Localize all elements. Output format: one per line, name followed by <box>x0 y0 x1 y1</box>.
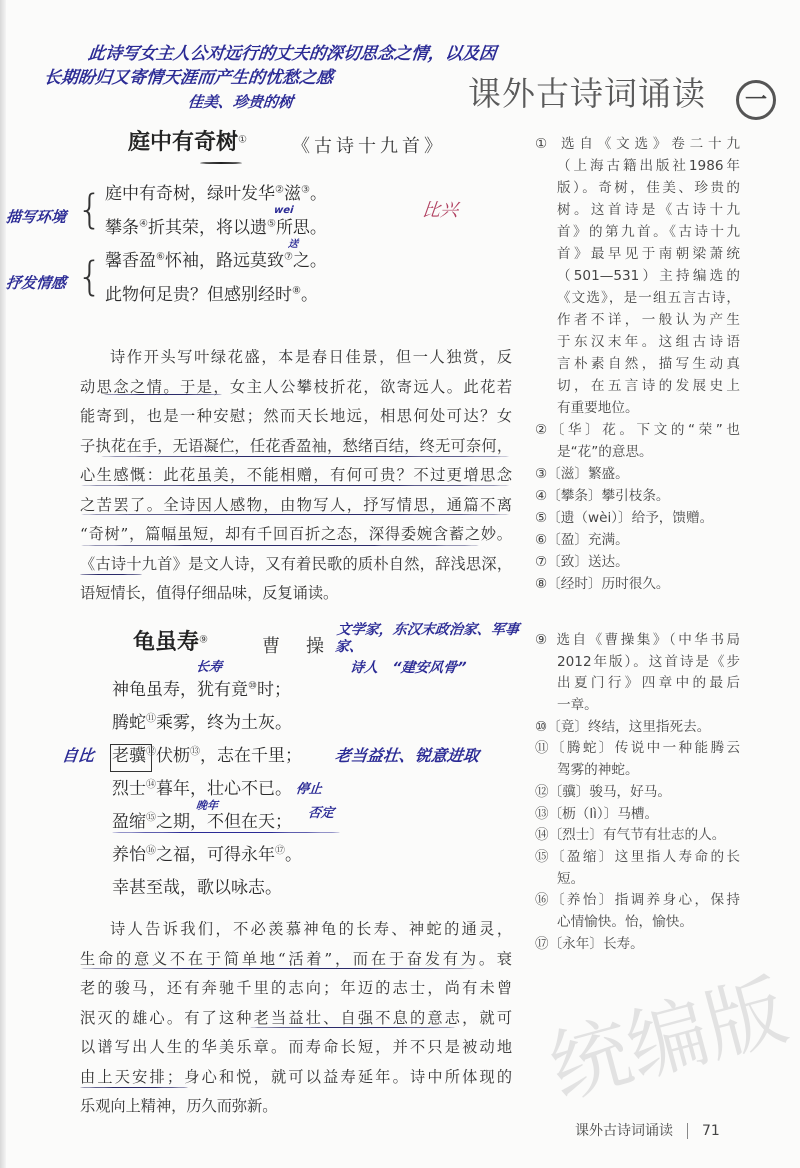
footnote-line: 切，在五言诗的发展史上 <box>557 378 740 394</box>
annotation-author-2: 诗人 “建安风骨” <box>349 660 467 676</box>
footnote-line: 于东汉末年。这组古诗语 <box>557 334 740 350</box>
footnote-ref: ⑫ <box>146 746 156 758</box>
footnote-ref: ⑬ <box>190 746 200 758</box>
footnote-line: ②〔华〕花。下文的“荣”也 <box>535 422 740 438</box>
poem-line <box>112 713 292 733</box>
annotation-tingzhi: 停止 <box>295 782 323 797</box>
poem-text: 所思。 <box>275 217 327 238</box>
commentary-line: “奇树”，篇幅虽短，却有千回百折之态，深得委婉含蓄之妙。 <box>80 525 512 543</box>
poem-text: 庭中有奇树，绿叶发华 <box>105 184 275 204</box>
footnote-line: 2012年版）。这首诗是《步 <box>557 653 740 670</box>
handwritten-underline <box>250 1027 455 1028</box>
poem-line <box>105 184 327 204</box>
poem1-note-ref: ① <box>238 134 247 146</box>
poem-text: 神龟虽寿，犹有竟 <box>112 680 248 700</box>
footnote <box>535 630 740 717</box>
poem-text: 乘雾，终为土灰。 <box>156 713 292 733</box>
annotation-laodang: 老当益壮、锐意进取 <box>334 746 481 765</box>
footnote-line: ⑭〔烈士〕有气节有壮志的人。 <box>535 827 726 844</box>
commentary-line: 泯灭的雄心。有了这种老当益壮、自强不息的意志，就可 <box>80 1008 512 1027</box>
footnote-ref: ③ <box>300 184 310 196</box>
commentary-line: 乐观向上精神，历久而弥新。 <box>80 1097 278 1115</box>
poem-text: 伏枥 <box>156 746 190 766</box>
commentary-line: 诗作开头写叶绿花盛，本是春日佳景，但一人独赏，反 <box>110 348 512 366</box>
annotation-wannian: 晚年 <box>195 799 219 812</box>
poem-text: 此物何足贵？但感别经时 <box>105 284 292 305</box>
commentary-line: 子执花在手，无语凝伫，任花香盈袖，愁绪百结，终无可奈何， <box>80 436 512 455</box>
footnote <box>535 529 740 551</box>
footnote <box>535 782 740 804</box>
footnote-ref: ⑭ <box>146 779 156 791</box>
annotation-describe-env: 描写环境 <box>5 208 67 226</box>
handwritten-underline <box>80 574 142 575</box>
footnote-line: 首》的第九首。《古诗十九 <box>557 224 740 240</box>
footnote-line: 心情愉快。怡，愉快。 <box>557 913 693 930</box>
footnote-line: 树。这首诗是《古诗十九 <box>557 202 740 218</box>
poem-text: ，志在千里； <box>200 746 302 766</box>
footnote <box>535 133 740 419</box>
handwritten-underline <box>80 1087 188 1088</box>
footnote-line: 是“花”的意思。 <box>557 444 653 460</box>
commentary-line: 《古诗十九首》是文人诗，又有着民歌的质朴自然，辞浅思深， <box>80 554 512 573</box>
poem2-title: 龟虽寿 <box>133 630 200 655</box>
poem-text: 烈士 <box>112 779 146 799</box>
footnote <box>535 573 740 595</box>
footnote-ref: ⑥ <box>156 251 165 263</box>
footnote-line: 言朴素自然，描写生动真 <box>557 356 740 372</box>
poem-text: 暮年，壮心不已。 <box>156 779 292 799</box>
handwritten-underline <box>80 514 510 515</box>
annotation-song: 送 <box>287 238 299 250</box>
footnote-line: ④〔攀条〕攀引枝条。 <box>535 488 670 504</box>
footnote-line: 一章。 <box>557 697 598 714</box>
poem-text: 。 <box>300 284 318 305</box>
footnote-line: （501—531）主持编选的 <box>557 268 740 284</box>
footnote <box>535 890 740 933</box>
footnote-line: 短。 <box>557 870 585 887</box>
brace: { <box>77 254 103 300</box>
commentary-line: 老的骏马，还有奔驰千里的志向；年迈的志士，尚有未曾 <box>80 979 512 997</box>
handwritten-underline <box>80 968 475 969</box>
footnote <box>535 717 740 739</box>
footer-divider <box>687 1123 688 1139</box>
footnote-ref: ⑪ <box>146 713 156 725</box>
poem2-commentary <box>80 915 512 1122</box>
footnote-line: ⑮〔盈缩〕这里指人寿命的长 <box>535 848 740 865</box>
annotation-summary-2: 长期盼归又寄情天涯而产生的忧愁之感 <box>42 68 335 88</box>
footnote-ref: ⑧ <box>292 284 301 296</box>
handwritten-underline <box>104 394 222 395</box>
poem1-title: 庭中有奇树 <box>128 130 239 155</box>
footnote <box>535 463 740 485</box>
running-title: 课外古诗词诵读 <box>575 1123 673 1139</box>
poem-text: 老骥 <box>112 746 146 766</box>
poem-line <box>105 285 318 305</box>
poem1-commentary <box>80 343 512 609</box>
page-edge-shadow <box>0 0 6 1168</box>
handwritten-underline <box>200 162 242 164</box>
footnote <box>535 738 740 781</box>
poem-line <box>112 680 291 700</box>
annotation-qishu: 佳美、珍贵的树 <box>187 93 294 111</box>
footnote-ref: ② <box>275 184 284 196</box>
poem-text: 。 <box>285 845 302 865</box>
poem-text: 之期，不但在天； <box>156 812 292 832</box>
commentary-line: 能寄到，也是一种安慰；然而天长地远，相思何处可达？女 <box>80 407 512 425</box>
footnote-line: ⑯〔养怡〕指调养身心，保持 <box>535 892 740 909</box>
footnote-ref: ⑮ <box>146 812 156 824</box>
footnote-line: ⑥〔盈〕充满。 <box>535 532 629 548</box>
footnote-ref: ⑯ <box>146 845 156 857</box>
annotation-fouding: 否定 <box>307 806 335 821</box>
footnote <box>535 507 740 529</box>
poem-text: 幸甚至哉，歌以咏志。 <box>112 878 282 898</box>
commentary-line: 之苦罢了。全诗因人感物，由物写人，抒写情思，通篇不离 <box>80 495 512 514</box>
poem1-footnotes <box>535 133 740 595</box>
footnote-line: ① 选自《文选》卷二十九 <box>535 136 740 152</box>
footnote-ref: ④ <box>139 217 148 229</box>
footnote-line: 出夏门行》四章中的最后 <box>557 675 740 692</box>
poem-text: 盈缩 <box>112 812 146 832</box>
commentary-line: 动思念之情。于是，女主人公攀枝折花，欲寄远人。此花若 <box>80 377 512 396</box>
commentary-line: 诗人告诉我们，不必羡慕神龟的长寿、神蛇的通灵， <box>110 920 512 938</box>
poem-text: 腾蛇 <box>112 713 146 733</box>
poem2-title-block <box>133 630 208 657</box>
poem-text: 时； <box>256 680 291 700</box>
footnote <box>535 825 740 847</box>
page-number: 71 <box>702 1123 720 1139</box>
poem-text: 滋 <box>283 184 301 204</box>
poem-text: 之福，可得永年 <box>156 845 275 865</box>
annotation-wei: wei <box>273 205 295 216</box>
footnote-line: ⑦〔致〕送达。 <box>535 554 629 570</box>
poem-text: 折其荣，将以遗 <box>147 217 267 238</box>
footnote <box>535 804 740 826</box>
annotation-express-emotion: 抒发情感 <box>5 274 67 292</box>
watermark: 统编版 <box>540 963 796 1116</box>
poem-line <box>112 845 302 865</box>
footnote-line: ⑬〔枥（lì）〕马槽。 <box>535 805 659 822</box>
footnote-line: ⑨ 选自《曹操集》（中华书局 <box>535 632 740 648</box>
footnote-line: （上海古籍出版社1986年 <box>557 158 740 174</box>
footnote-ref: ⑰ <box>275 845 285 857</box>
brace: { <box>77 187 103 233</box>
footnote-line: ⑪〔腾蛇〕传说中一种能腾云 <box>535 740 740 757</box>
footnote-line: ⑤〔遗（wèi）〕给予，馈赠。 <box>535 510 714 526</box>
handwritten-underline <box>80 545 480 546</box>
poem2-author: 曹 操 <box>262 636 328 657</box>
poem-line <box>105 251 327 271</box>
poem2-note-ref: ⑨ <box>199 634 208 646</box>
poem-text: 怀袖，路远莫致 <box>164 251 284 271</box>
commentary-line: 心生感慨：此花虽美，不能相赠，有何可贵？不过更增思念 <box>80 466 512 484</box>
poem-text: 。 <box>309 184 327 204</box>
annotation-zibi: 自比 <box>61 746 96 765</box>
footnote-line: 《文选》，是一组五言古诗， <box>557 290 740 306</box>
poem1-title-block <box>128 130 247 157</box>
commentary-line: 生命的意义不在于简单地“活着”，而在于奋发有为。衰 <box>80 949 512 968</box>
footnote <box>535 485 740 507</box>
poem-line <box>112 779 292 799</box>
commentary-line: 以谱写出人生的华美乐章。而寿命长短，并不只是被动地 <box>80 1038 512 1056</box>
section-title: 课外古诗词诵读 <box>468 74 706 113</box>
poem-line <box>112 812 292 832</box>
footnote-line: ⑩〔竟〕终结，这里指死去。 <box>535 718 711 735</box>
poem2-footnotes <box>535 630 740 955</box>
footnote-line: 首》最早见于南朝梁萧统 <box>557 246 740 262</box>
poem-text: 馨香盈 <box>105 251 156 271</box>
poem-text: 之。 <box>292 251 327 271</box>
section-number: 一 <box>744 87 767 113</box>
footnote-ref: ⑦ <box>283 251 293 263</box>
handwritten-underline <box>112 832 340 833</box>
commentary-line: 由上天安排；身心和悦，就可以益寿延年。诗中所体现的 <box>80 1067 512 1086</box>
footnote-line: ③〔滋〕繁盛。 <box>535 466 629 482</box>
footnote-line: ⑫〔骥〕骏马，好马。 <box>535 783 671 800</box>
poem1-author: 《古诗十九首》 <box>292 136 446 157</box>
handwritten-underline <box>80 485 510 486</box>
commentary-line: 语短情长，值得仔细品味，反复诵读。 <box>80 584 339 602</box>
footnote-line: 版）。奇树，佳美、珍贵的 <box>557 180 740 196</box>
footnote <box>535 934 740 956</box>
poem-line <box>112 878 282 898</box>
poem-line <box>105 218 327 238</box>
footnote-line: 驾雾的神蛇。 <box>557 762 639 779</box>
annotation-changshou: 长寿 <box>195 660 223 675</box>
footnote-ref: ⑤ <box>266 217 276 229</box>
page-footer <box>575 1122 720 1140</box>
poem-text: 攀条 <box>105 217 139 238</box>
footnote <box>535 551 740 573</box>
annotation-bixing: 比兴 <box>420 200 460 221</box>
footnote-line: ⑧〔经时〕历时很久。 <box>535 576 670 592</box>
annotation-summary-1: 此诗写女主人公对远行的丈夫的深切思念之情，以及因 <box>86 44 498 64</box>
footnote-ref: ⑩ <box>248 680 257 692</box>
footnote-line: 有重要地位。 <box>557 400 639 416</box>
annotation-author-1: 文学家，东汉末政治家、军事家、 <box>334 622 520 655</box>
poem-text: 养怡 <box>112 845 146 865</box>
handwritten-box <box>110 744 152 772</box>
footnote <box>535 847 740 890</box>
handwritten-underline <box>100 456 510 457</box>
footnote-line: 作者不详，一般认为产生 <box>557 312 740 328</box>
footnote-line: ⑰〔永年〕长寿。 <box>535 935 644 952</box>
footnote <box>535 419 740 463</box>
section-number-icon <box>736 80 776 120</box>
